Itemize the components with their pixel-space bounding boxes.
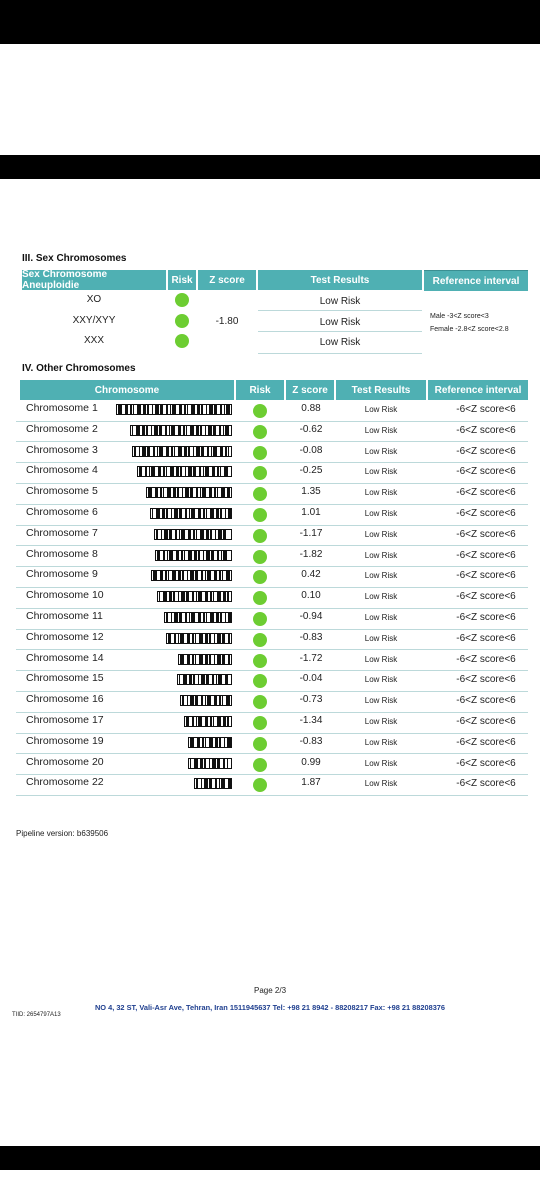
test-result: Low Risk	[364, 592, 398, 602]
chromosome-name: Chromosome 8	[26, 547, 98, 560]
reference-interval: -6<Z score<6	[456, 528, 516, 540]
risk-indicator-dot	[175, 314, 189, 328]
chromosome-name: Chromosome 14	[26, 651, 104, 664]
z-score-value: -1.82	[299, 548, 323, 560]
risk-indicator-dot	[175, 334, 189, 348]
test-result: Low Risk	[364, 467, 398, 477]
chromosome-ideogram-icon	[180, 695, 232, 706]
risk-indicator-dot	[253, 550, 267, 564]
chromosome-name: Chromosome 11	[26, 610, 103, 622]
reference-interval: -6<Z score<6	[456, 778, 516, 790]
chromosome-name: Chromosome 4	[26, 464, 98, 477]
page-number: Page 2/3	[253, 986, 287, 995]
chromosome-ideogram-icon	[184, 716, 232, 727]
test-result: Low Risk	[364, 529, 398, 539]
sex-header-reference: Reference interval	[424, 270, 528, 291]
z-score-value: -0.83	[299, 631, 323, 643]
test-result: Low Risk	[364, 488, 398, 498]
table-row	[16, 421, 528, 443]
z-score-value: -0.94	[299, 611, 323, 622]
sex-z-score: -1.80	[215, 316, 239, 327]
risk-indicator-dot	[253, 570, 267, 584]
table-row	[16, 774, 528, 796]
chromosome-ideogram-icon	[164, 612, 232, 623]
chromosome-name: Chromosome 2	[26, 422, 98, 435]
reference-interval: -6<Z score<6	[456, 466, 516, 478]
chromosome-name: Chromosome 16	[26, 693, 104, 706]
risk-indicator-dot	[253, 487, 267, 501]
sex-row-type: XXX	[83, 335, 104, 346]
sex-ref-female: Female -2.8<Z score<2.8	[430, 326, 509, 333]
chromosome-ideogram-icon	[146, 487, 232, 498]
risk-indicator-dot	[253, 508, 267, 522]
chromosome-ideogram-icon	[155, 550, 232, 561]
risk-indicator-dot	[253, 612, 267, 626]
reference-interval: -6<Z score<6	[456, 445, 516, 457]
chromosome-ideogram-icon	[116, 404, 232, 415]
reference-interval: -6<Z score<6	[456, 695, 516, 707]
z-score-value: 0.10	[301, 590, 321, 602]
z-score-value: -0.73	[299, 694, 323, 706]
risk-indicator-dot	[253, 425, 267, 439]
z-score-value: -0.08	[299, 444, 323, 456]
sex-chromosomes-title: III. Sex Chromosomes	[22, 253, 127, 264]
sex-row-result: Low Risk	[319, 337, 361, 348]
test-result: Low Risk	[364, 446, 398, 456]
z-score-value: 0.88	[301, 403, 321, 414]
risk-indicator-dot	[253, 737, 267, 751]
sex-row-result: Low Risk	[319, 296, 361, 307]
table-row	[16, 442, 528, 464]
lab-address: NO 4, 32 ST, Vali-Asr Ave, Tehran, Iran 1511945637 Tel: +98 21 8942 - 88208217 Fax: +98 21 88208376	[94, 1003, 446, 1012]
chromosome-ideogram-icon	[130, 425, 232, 436]
test-result: Low Risk	[364, 571, 398, 581]
chromosome-name: Chromosome 17	[26, 714, 104, 726]
sex-row-type: XXY/XYY	[72, 315, 116, 326]
table-row	[16, 670, 528, 692]
other-header-results: Test Results	[336, 380, 426, 400]
sex-header-results: Test Results	[258, 270, 422, 290]
z-score-value: 1.87	[301, 777, 321, 789]
z-score-value: -0.62	[299, 423, 323, 435]
risk-indicator-dot	[253, 446, 267, 460]
table-row	[16, 733, 528, 755]
test-result: Low Risk	[364, 779, 398, 789]
chromosome-name: Chromosome 6	[26, 506, 98, 518]
test-result: Low Risk	[364, 550, 398, 560]
sex-header-risk: Risk	[168, 270, 196, 290]
chromosome-ideogram-icon	[137, 466, 232, 477]
sex-ref-male: Male -3<Z score<3	[430, 313, 489, 320]
chromosome-ideogram-icon	[188, 758, 232, 769]
table-row	[16, 400, 528, 422]
chromosome-ideogram-icon	[150, 508, 232, 519]
reference-interval: -6<Z score<6	[456, 404, 516, 415]
test-result: Low Risk	[364, 425, 398, 435]
test-result: Low Risk	[364, 654, 398, 664]
risk-indicator-dot	[253, 695, 267, 709]
chromosome-name: Chromosome 7	[26, 526, 98, 539]
chromosome-ideogram-icon	[151, 570, 232, 581]
other-chromosomes-title: IV. Other Chromosomes	[22, 363, 136, 374]
sex-row-type: XO	[86, 294, 102, 305]
table-row	[16, 587, 528, 609]
chromosome-ideogram-icon	[177, 674, 232, 685]
table-row	[16, 462, 528, 484]
z-score-value: -0.25	[299, 465, 323, 477]
reference-interval: -6<Z score<6	[456, 757, 516, 769]
table-row	[16, 629, 528, 651]
z-score-value: -1.17	[299, 527, 323, 539]
risk-indicator-dot	[253, 654, 267, 668]
risk-indicator-dot	[253, 778, 267, 792]
reference-interval: -6<Z score<6	[456, 487, 516, 499]
table-row	[16, 608, 528, 630]
divider	[258, 353, 422, 354]
chromosome-name: Chromosome 5	[26, 485, 98, 498]
chromosome-name: Chromosome 15	[26, 672, 104, 685]
z-score-value: 0.42	[301, 569, 321, 581]
pipeline-version: Pipeline version: b639506	[16, 829, 109, 838]
chromosome-name: Chromosome 3	[26, 443, 98, 456]
table-row	[16, 650, 528, 672]
risk-indicator-dot	[253, 758, 267, 772]
reference-interval: -6<Z score<6	[456, 508, 516, 519]
chromosome-name: Chromosome 1	[26, 402, 98, 414]
table-row	[16, 546, 528, 568]
risk-indicator-dot	[253, 674, 267, 688]
reference-interval: -6<Z score<6	[456, 736, 516, 748]
chromosome-name: Chromosome 19	[26, 734, 104, 747]
chromosome-name: Chromosome 20	[26, 755, 104, 768]
other-header-reference: Reference interval	[428, 380, 528, 400]
chromosome-ideogram-icon	[157, 591, 232, 602]
divider	[258, 310, 422, 311]
reference-interval: -6<Z score<6	[456, 653, 516, 665]
test-result: Low Risk	[364, 696, 398, 706]
chromosome-ideogram-icon	[178, 654, 232, 665]
reference-interval: -6<Z score<6	[456, 632, 516, 644]
test-result: Low Risk	[364, 405, 398, 414]
table-row	[16, 712, 528, 734]
risk-indicator-dot	[253, 716, 267, 730]
chromosome-ideogram-icon	[132, 446, 232, 457]
sex-header-aneuploidie: Sex Chromosome Aneuploidie	[22, 270, 166, 290]
reference-interval: -6<Z score<6	[456, 424, 516, 436]
chromosome-ideogram-icon	[188, 737, 232, 748]
z-score-value: -1.34	[299, 715, 323, 726]
table-row	[16, 483, 528, 505]
reference-interval: -6<Z score<6	[456, 674, 516, 686]
z-score-value: 1.35	[301, 486, 321, 498]
table-row	[16, 566, 528, 588]
table-row	[16, 525, 528, 547]
chromosome-ideogram-icon	[154, 529, 232, 540]
z-score-value: -0.83	[299, 735, 323, 747]
risk-indicator-dot	[253, 466, 267, 480]
chromosome-name: Chromosome 9	[26, 568, 98, 581]
other-header-zscore: Z score	[286, 380, 334, 400]
reference-interval: -6<Z score<6	[456, 716, 516, 727]
test-result: Low Risk	[364, 737, 398, 747]
chromosome-ideogram-icon	[166, 633, 232, 644]
table-row	[16, 691, 528, 713]
chromosome-name: Chromosome 12	[26, 630, 104, 643]
other-header-risk: Risk	[236, 380, 284, 400]
risk-indicator-dot	[253, 633, 267, 647]
risk-indicator-dot	[253, 591, 267, 605]
sex-header-zscore: Z score	[198, 270, 256, 290]
z-score-value: -0.04	[299, 673, 323, 685]
table-row	[16, 504, 528, 526]
test-result: Low Risk	[364, 675, 398, 685]
test-result: Low Risk	[364, 717, 398, 726]
table-row	[16, 754, 528, 776]
chromosome-name: Chromosome 22	[26, 776, 104, 789]
z-score-value: -1.72	[299, 652, 323, 664]
reference-interval: -6<Z score<6	[456, 570, 516, 582]
other-header-chromosome: Chromosome	[20, 380, 234, 400]
reference-interval: -6<Z score<6	[456, 612, 516, 623]
z-score-value: 1.01	[301, 507, 321, 518]
risk-indicator-dot	[253, 404, 267, 418]
reference-interval: -6<Z score<6	[456, 591, 516, 603]
test-result: Low Risk	[364, 633, 398, 643]
reference-interval: -6<Z score<6	[456, 549, 516, 561]
tiid-code: TIID: 2654797A13	[12, 1012, 61, 1018]
chromosome-ideogram-icon	[194, 778, 232, 789]
risk-indicator-dot	[175, 293, 189, 307]
test-result: Low Risk	[364, 509, 398, 518]
risk-indicator-dot	[253, 529, 267, 543]
test-result: Low Risk	[364, 758, 398, 768]
chromosome-name: Chromosome 10	[26, 589, 104, 602]
sex-row-result: Low Risk	[319, 317, 361, 328]
divider	[258, 331, 422, 332]
test-result: Low Risk	[364, 613, 398, 622]
z-score-value: 0.99	[301, 756, 321, 768]
